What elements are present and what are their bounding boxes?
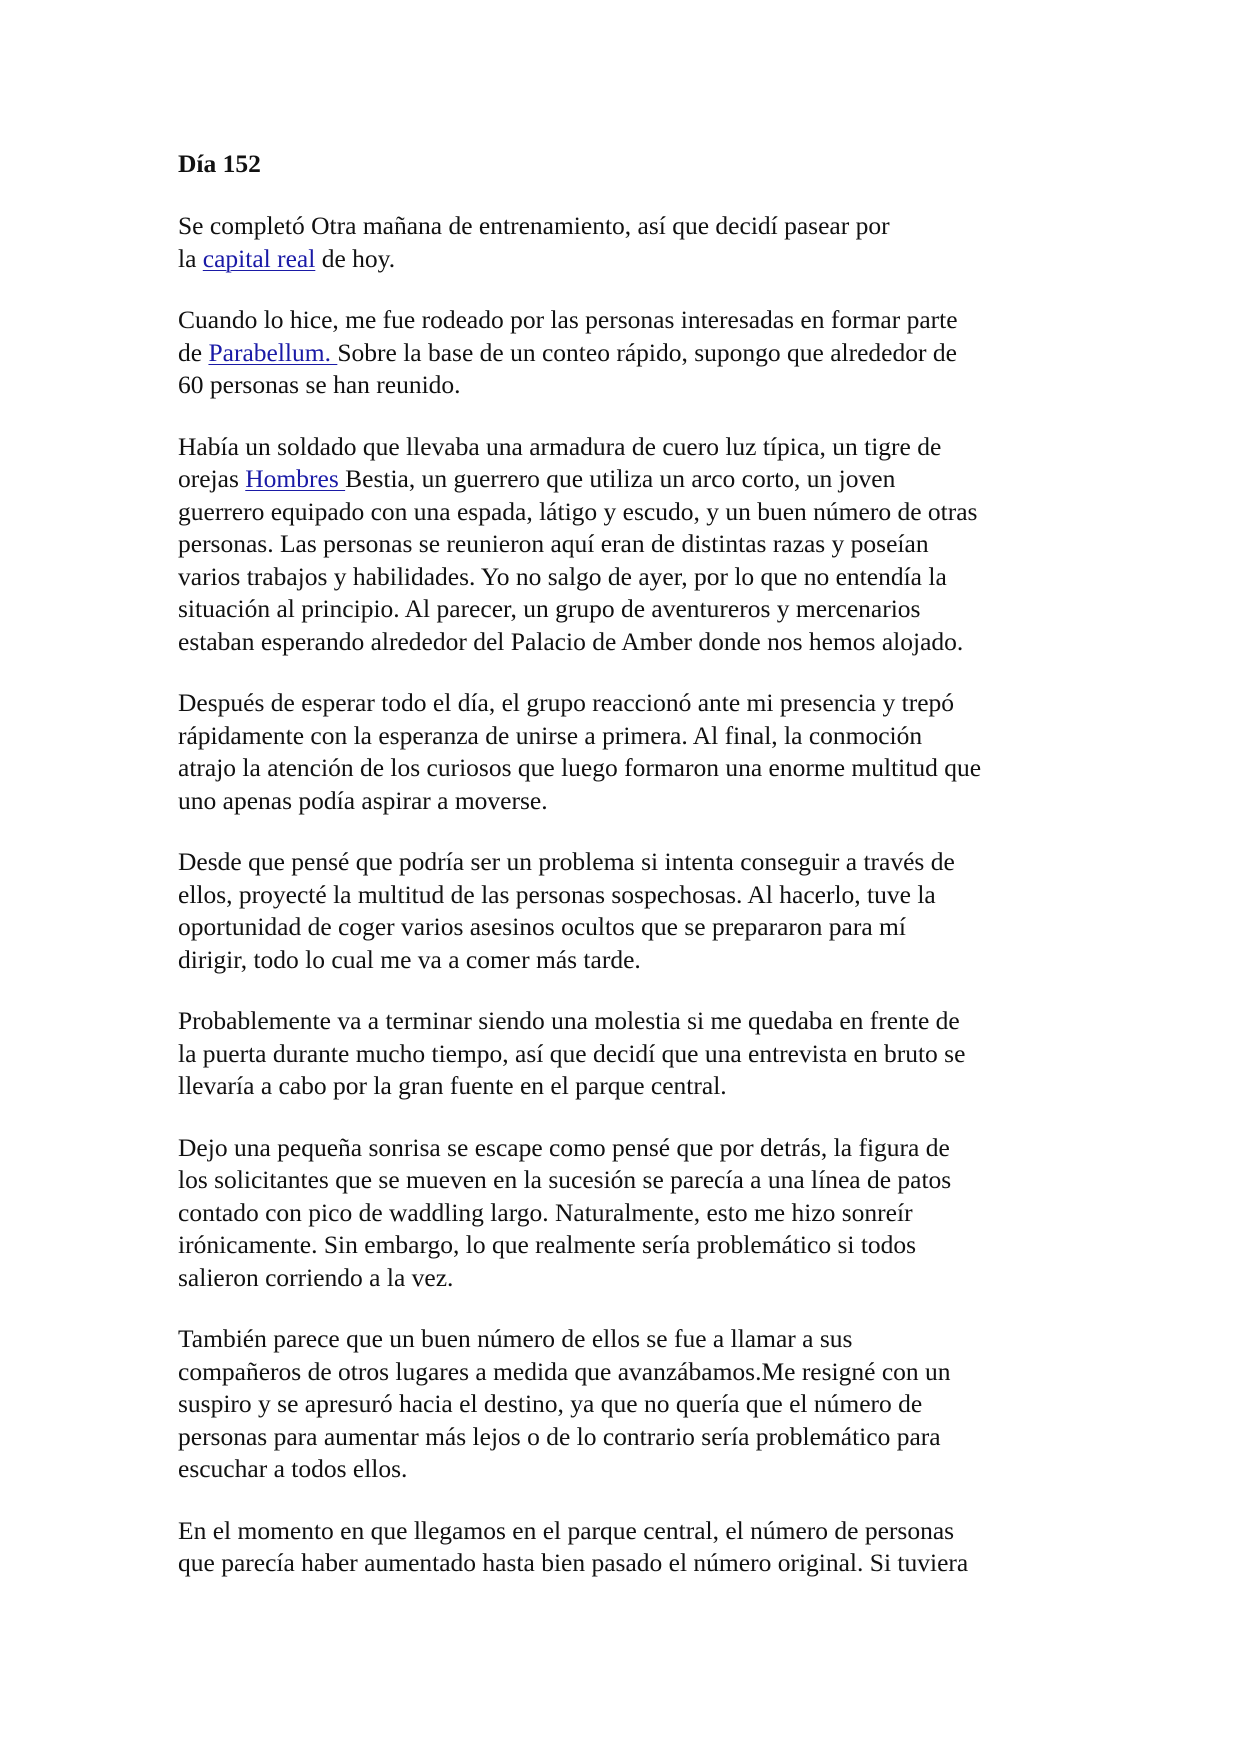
paragraph-3 [178,431,1078,659]
paragraph-5-line-1: Desde que pensé que podría ser un problema si intenta conseguir a través de [178,847,955,876]
link-parabellum[interactable]: Parabellum. [208,337,338,367]
paragraph-1-text-before-link: la [178,243,203,273]
paragraph-9 [178,1515,1078,1580]
paragraph-3-line-7: estaban esperando alrededor del Palacio de Amber donde nos hemos alojado. [178,626,964,656]
paragraph-4 [178,687,1078,817]
paragraph-3-text-after-link: Bestia, un guerrero que utiliza un arco corto, un joven [345,464,896,493]
paragraph-8-line-4: personas para aumentar más lejos o de lo contrario sería problemático para [178,1421,941,1451]
link-capital-real[interactable]: capital real [202,243,316,273]
paragraph-2 [178,304,1078,402]
paragraph-6-line-1: Probablemente va a terminar siendo una molestia si me quedaba en frente de [178,1006,960,1035]
paragraph-5 [178,846,1078,976]
paragraph-8-line-5: escuchar a todos ellos. [178,1454,408,1483]
paragraph-9-line-2: que parecía haber aumentado hasta bien pasado el número original. Si tuviera [178,1548,969,1577]
paragraph-7-line-2: los solicitantes que se mueven en la sucesión se parecía a una línea de patos [178,1165,952,1194]
paragraph-1-text-after-link: de hoy. [315,243,396,273]
paragraph-6-line-2: la puerta durante mucho tiempo, así que decidí que una entrevista en bruto se [178,1038,966,1068]
paragraph-7-line-1: Dejo una pequeña sonrisa se escape como pensé que por detrás, la figura de [178,1132,950,1162]
paragraph-7-line-5: salieron corriendo a la vez. [178,1262,454,1292]
paragraph-8-line-3: suspiro y se apresuró hacia el destino, ya que no quería que el número de [178,1389,923,1418]
paragraph-2-text-before-link: de [178,337,209,367]
paragraph-5-line-4: dirigir, todo lo cual me va a comer más tarde. [178,944,641,974]
paragraph-5-line-3: oportunidad de coger varios asesinos ocultos que se prepararon para mí [178,912,906,941]
paragraph-4-line-4: uno apenas podía aspirar a moverse. [178,785,548,815]
paragraph-4-line-1: Después de esperar todo el día, el grupo reaccionó ante mi presencia y trepó [178,688,955,717]
paragraph-5-line-2: ellos, proyecté la multitud de las personas sospechosas. Al hacerlo, tuve la [178,879,936,909]
document-page [178,148,1078,1609]
paragraph-1-line-1: Se completó Otra mañana de entrenamiento, así que decidí pasear por [178,211,890,240]
paragraph-2-line-1: Cuando lo hice, me fue rodeado por las personas interesadas en formar parte [178,305,958,334]
paragraph-2-text-after-link: Sobre la base de un conteo rápido, supongo que alrededor de [337,337,957,367]
paragraph-8-line-2: compañeros de otros lugares a medida que avanzábamos.Me resigné con un [178,1356,951,1386]
paragraph-8 [178,1323,1078,1486]
paragraph-3-text-before-link: orejas [178,464,246,493]
paragraph-4-line-2: rápidamente con la esperanza de unirse a primera. Al final, la conmoción [178,720,923,750]
link-hombres[interactable]: Hombres [245,464,346,493]
paragraph-3-line-5: varios trabajos y habilidades. Yo no salgo de ayer, por lo que no entendía la [178,561,947,591]
paragraph-8-line-1: También parece que un buen número de ellos se fue a llamar a sus [178,1324,853,1353]
paragraph-9-line-1: En el momento en que llegamos en el parque central, el número de personas [178,1515,955,1545]
paragraph-6 [178,1005,1078,1103]
paragraph-2-line-3: 60 personas se han reunido. [178,370,461,399]
paragraph-4-line-3: atrajo la atención de los curiosos que luego formaron una enorme multitud que [178,753,982,782]
paragraph-7-line-4: irónicamente. Sin embargo, lo que realmente sería problemático si todos [178,1230,917,1259]
paragraph-3-line-1: Había un soldado que llevaba una armadura de cuero luz típica, un tigre de [178,431,942,461]
paragraph-1 [178,210,1078,275]
paragraph-3-line-6: situación al principio. Al parecer, un grupo de aventureros y mercenarios [178,594,921,623]
paragraph-3-line-4: personas. Las personas se reunieron aquí eran de distintas razas y poseían [178,529,929,558]
paragraph-7 [178,1132,1078,1295]
paragraph-6-line-3: llevaría a cabo por la gran fuente en el parque central. [178,1071,727,1100]
chapter-heading: Día 152 [178,149,261,178]
paragraph-3-line-3: guerrero equipado con una espada, látigo y escudo, y un buen número de otras [178,496,978,526]
paragraph-7-line-3: contado con pico de waddling largo. Naturalmente, esto me hizo sonreír [178,1197,913,1227]
